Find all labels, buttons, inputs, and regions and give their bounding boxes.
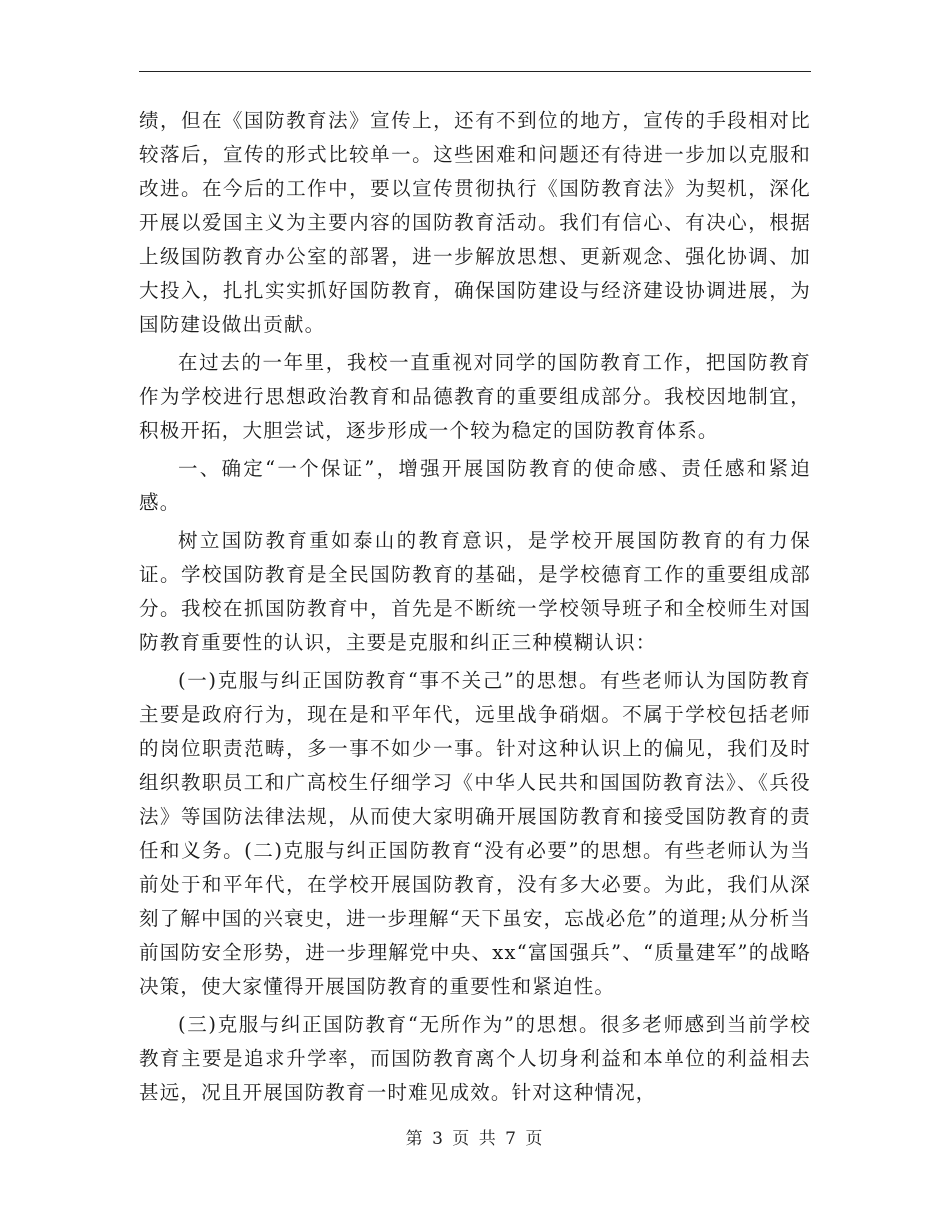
paragraph-intro: 在过去的一年里，我校一直重视对同学的国防教育工作，把国防教育作为学校进行思想政治教育和品德教育的重要组成部分。我校因地制宜，积极开拓，大胆尝试，逐步形成一个较为稳定的国防教育体系。	[139, 351, 811, 442]
header-divider	[139, 71, 811, 72]
document-body	[139, 104, 811, 1114]
paragraph-awareness: 树立国防教育重如泰山的教育意识，是学校开展国防教育的有力保证。学校国防教育是全民国防教育的基础，是学校德育工作的重要组成部分。我校在抓国防教育中，首先是不断统一学校领导班子和全校师生对国防教育重要性的认识，主要是克服和纠正三种模糊认识：	[139, 529, 811, 654]
paragraph-continuation: 绩，但在《国防教育法》宣传上，还有不到位的地方，宣传的手段相对比较落后，宣传的形式比较单一。这些困难和问题还有待进一步加以克服和改进。在今后的工作中，要以宣传贯彻执行《国防教育法》为契机，深化开展以爱国主义为主要内容的国防教育活动。我们有信心、有决心，根据上级国防教育办公室的部署，进一步解放思想、更新观念、强化协调、加大投入，扎扎实实抓好国防教育，确保国防建设与经济建设协调进展，为国防建设做出贡献。	[139, 109, 811, 336]
paragraph-item-one-two: (一)克服与纠正国防教育“事不关己”的思想。有些老师认为国防教育主要是政府行为，现在是和平年代，远里战争硝烟。不属于学校包括老师的岗位职责范畴，多一事不如少一事。针对这种认识上的偏见，我们及时组织教职员工和广高校生仔细学习《中华人民共和国国防教育法》、《兵役法》等国防法律法规，从而使大家明确开展国防教育和接受国防教育的责任和义务。(二)克服与纠正国防教育“没有必要”的思想。有些老师认为当前处于和平年代，在学校开展国防教育，没有多大必要。为此，我们从深刻了解中国的兴衰史，进一步理解“天下虽安，忘战必危”的道理;从分析当前国防安全形势，进一步理解党中央、xx“富国强兵”、“质量建军”的战略决策，使大家懂得开展国防教育的重要性和紧迫性。	[139, 669, 811, 998]
section-heading-one: 一、确定“一个保证”，增强开展国防教育的使命感、责任感和紧迫感。	[139, 457, 811, 514]
paragraph-item-three: (三)克服与纠正国防教育“无所作为”的思想。很多老师感到当前学校教育主要是追求升学率，而国防教育离个人切身利益和本单位的利益相去甚远，况且开展国防教育一时难见成效。针对这种情况，	[139, 1013, 811, 1104]
page-number-footer: 第 3 页 共 7 页	[405, 1129, 545, 1149]
